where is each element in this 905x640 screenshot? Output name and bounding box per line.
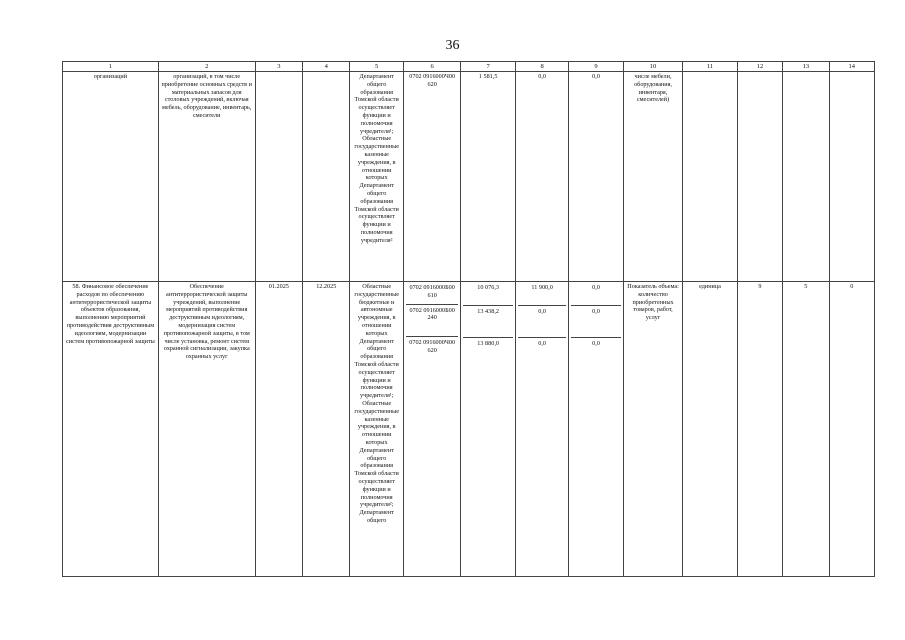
start-date-cell (255, 72, 302, 282)
header-cell: 11 (683, 62, 737, 72)
amount-cell (515, 282, 568, 577)
executor-cell: Департамент общего образования Томской области осуществляет функции и полномочия учредителя¹; Областные государственные казенные учреждения, в отношении которых Департамент общего образования Томской области осуществляет функции и полномочия учредителя² (350, 72, 403, 282)
value-cell (783, 72, 829, 282)
value-cell: 0 (829, 282, 874, 577)
budget-code: 0702 0916000Б00 610 (409, 284, 455, 299)
budget-code-cell: 0702 0916000Ч00 620 (403, 72, 460, 282)
table-row (63, 72, 875, 282)
event-name-cell: организаций (63, 72, 159, 282)
value-cell: 9 (737, 282, 782, 577)
header-cell: 12 (737, 62, 782, 72)
budget-code-cell (403, 282, 460, 577)
amount-cell: 1 581,5 (461, 72, 515, 282)
unit-cell (683, 72, 737, 282)
executor-cell: Областные государственные бюджетные и автономные учреждения, в отношении которых Департамент общего образования Томской области осуществляет функции и полномочия учредителя¹; Областные государственные казенные учреждения, в отношении которых Департамент общего образования Томской области осуществляет функции и полномочия учредителя²; Департамент общего (350, 282, 403, 577)
header-cell: 4 (303, 62, 350, 72)
header-cell: 1 (63, 62, 159, 72)
amount: 0,0 (518, 337, 566, 350)
amount-cell: 0,0 (515, 72, 568, 282)
budget-table (62, 61, 875, 577)
event-description-cell: Обеспечение антитеррористической защиты учреждений, выполнение мероприятий противодействия деструктивным идеологиям, модернизация систем противопожарной защиты, в том числе установка, ремонт систем охранной сигнализации, закупка охранных услуг (158, 282, 255, 577)
amount: 13 880,0 (463, 337, 512, 350)
header-cell: 10 (623, 62, 683, 72)
budget-code: 0702 0916000Ч00 620 (406, 336, 458, 357)
header-cell: 8 (515, 62, 568, 72)
header-cell: 6 (403, 62, 460, 72)
amount: 0,0 (571, 305, 620, 335)
unit-cell: единица (683, 282, 737, 577)
amount-cell (569, 282, 623, 577)
table-row (63, 282, 875, 577)
value-cell (829, 72, 874, 282)
header-cell: 13 (783, 62, 829, 72)
header-cell: 2 (158, 62, 255, 72)
header-cell: 14 (829, 62, 874, 72)
header-cell: 3 (255, 62, 302, 72)
value-cell (737, 72, 782, 282)
amount: 13 438,2 (463, 305, 512, 335)
indicator-cell: Показатель объема: количество приобретенных товаров, работ, услуг (623, 282, 683, 577)
amount: 0,0 (571, 337, 620, 350)
table-header-row (63, 62, 875, 72)
amount-cell (461, 282, 515, 577)
amount: 0,0 (592, 284, 600, 291)
indicator-cell: числе мебели, оборудования, инвентаря, смесителей) (623, 72, 683, 282)
event-description-cell: организаций, в том числе приобретение основных средств и материальных запасов для столовых учреждений, включая мебель, оборудование, инвентарь, смесители (158, 72, 255, 282)
end-date-cell: 12.2025 (303, 282, 350, 577)
start-date-cell: 01.2025 (255, 282, 302, 577)
header-cell: 7 (461, 62, 515, 72)
end-date-cell (303, 72, 350, 282)
page-number: 36 (445, 38, 460, 53)
amount-cell: 0,0 (569, 72, 623, 282)
header-cell: 9 (569, 62, 623, 72)
header-cell: 5 (350, 62, 403, 72)
value-cell: 5 (783, 282, 829, 577)
event-name-cell: 58. Финансовое обеспечение расходов по обеспечению антитеррористической защиты объектов образования, выполнению мероприятий противодействия деструктивным идеологиям, модернизации систем противопожарной защиты (63, 282, 159, 577)
amount: 11 900,0 (531, 284, 553, 291)
amount: 0,0 (518, 305, 566, 335)
amount: 10 076,3 (477, 284, 499, 291)
budget-code: 0702 0916000Б00 240 (406, 304, 458, 325)
